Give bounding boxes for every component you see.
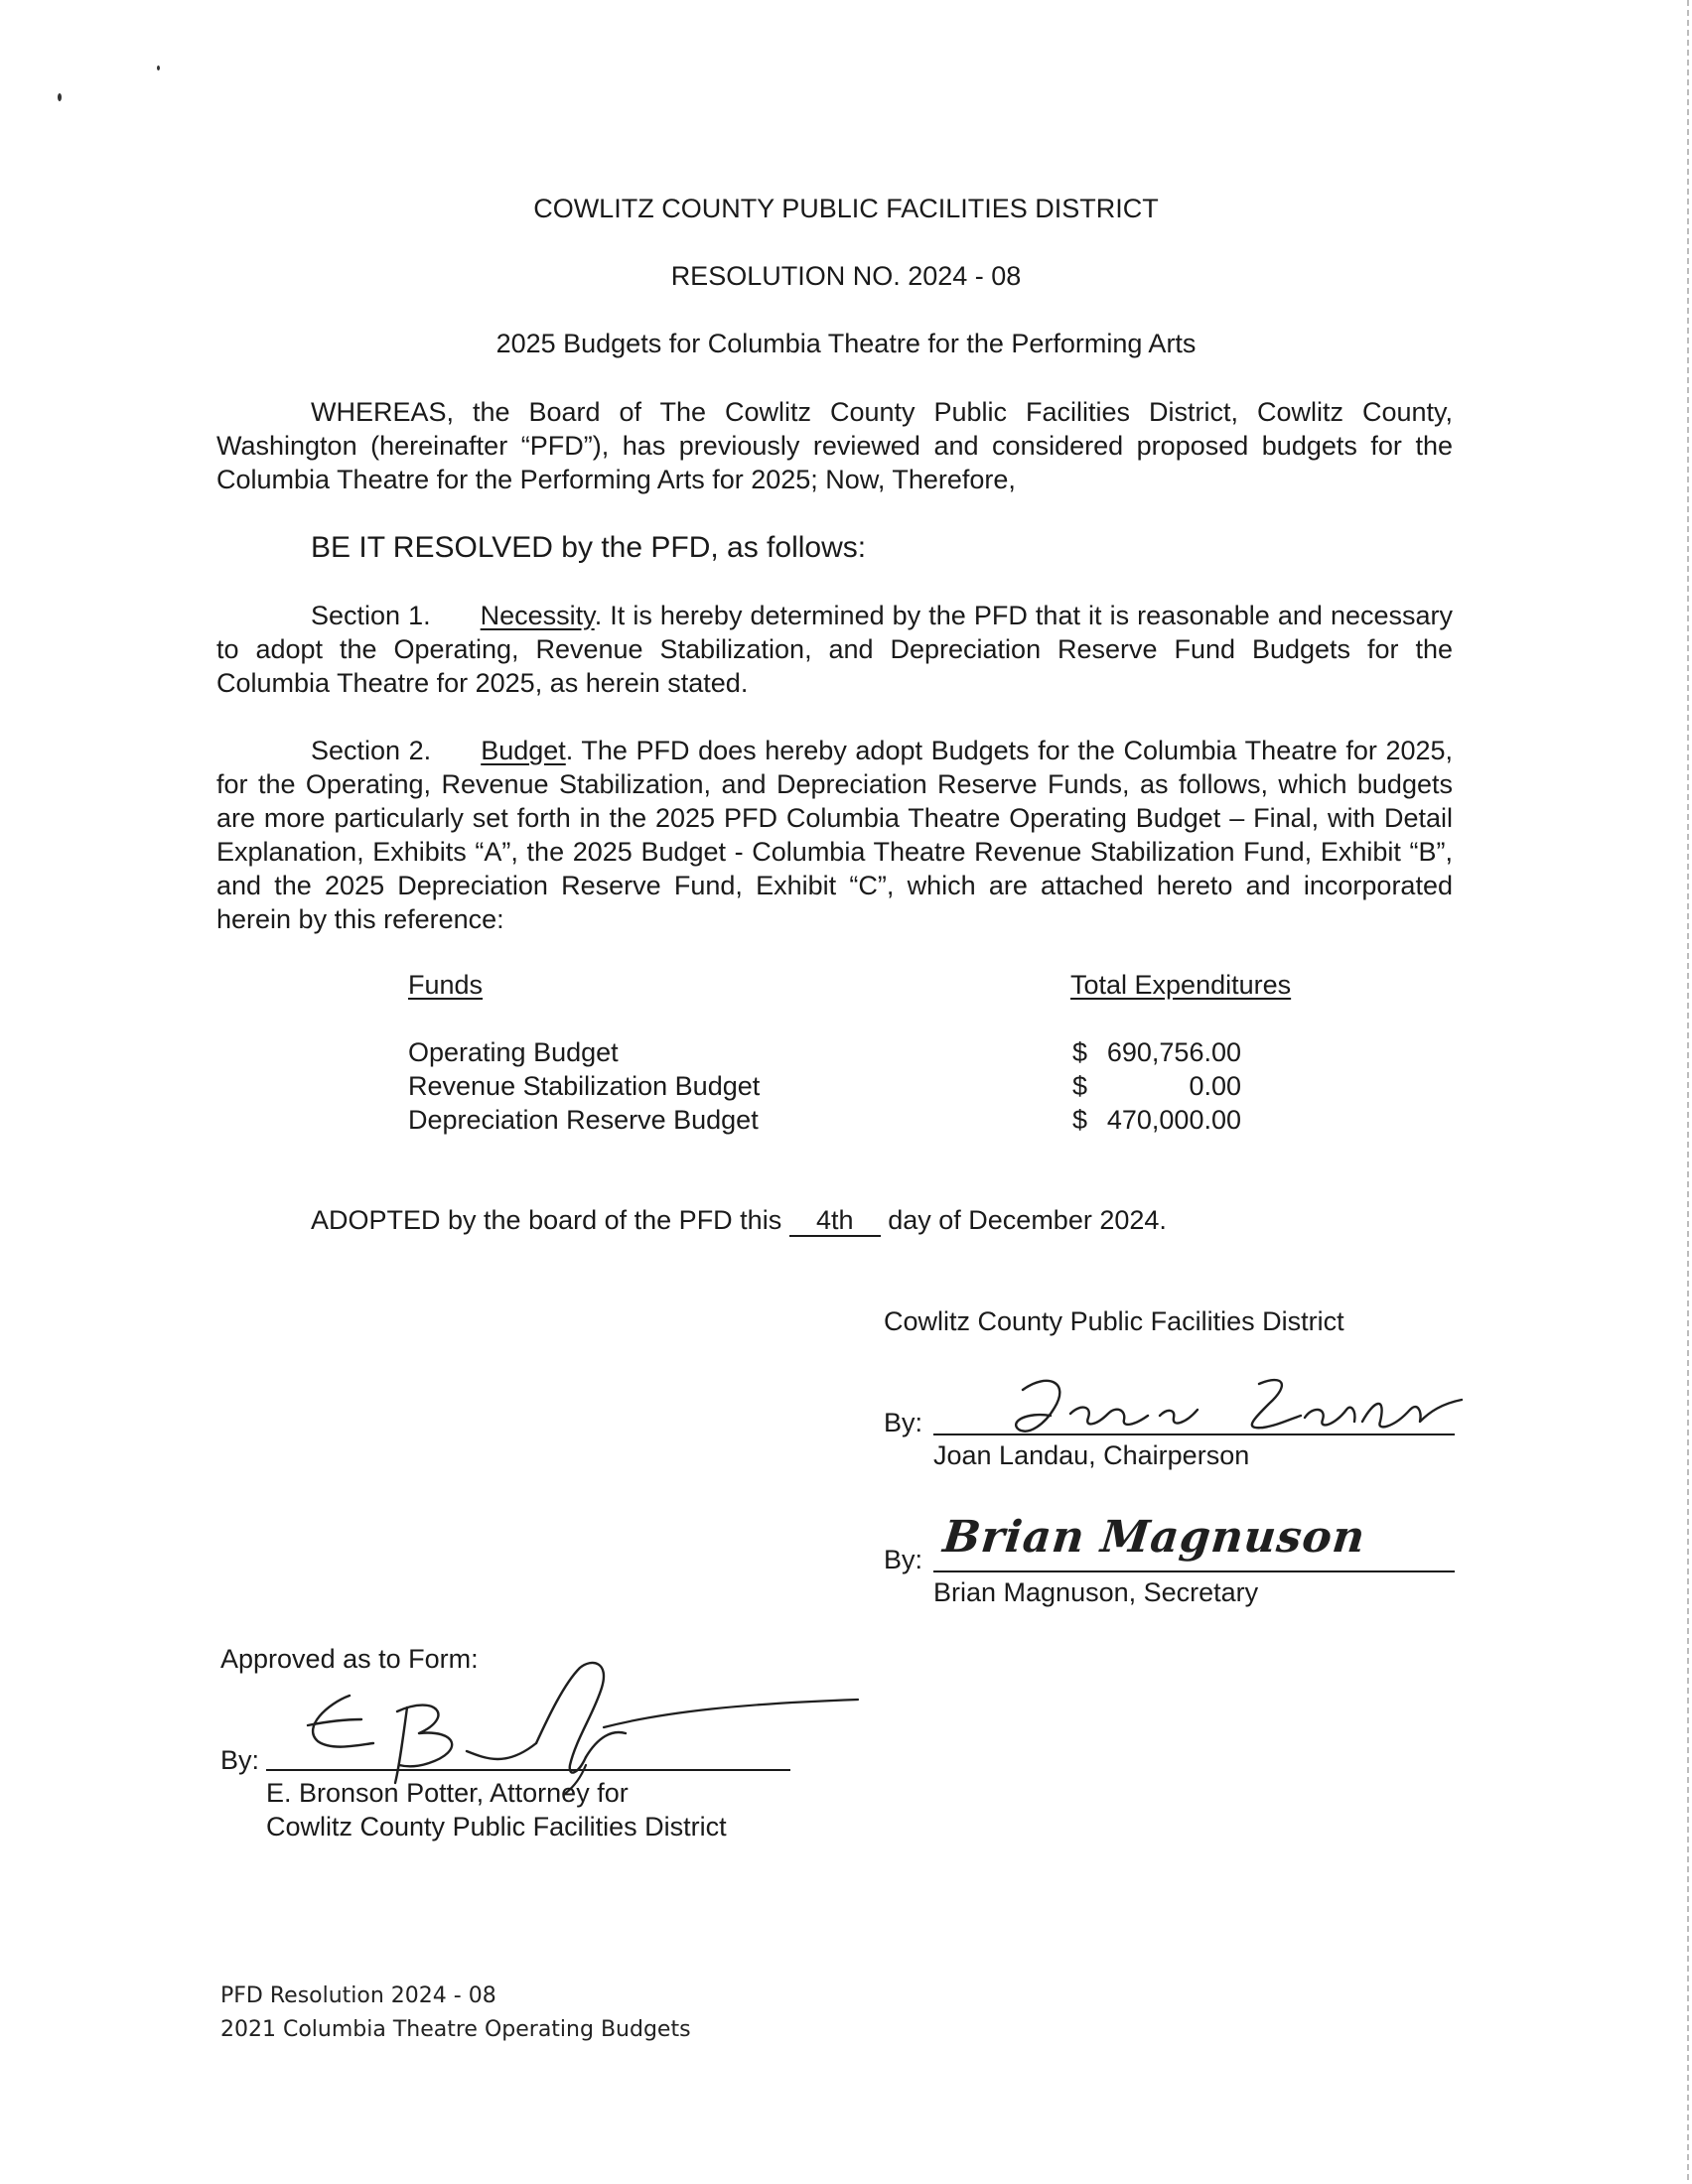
currency-symbol: $	[1072, 1105, 1088, 1135]
attorney-organization: Cowlitz County Public Facilities District	[266, 1812, 727, 1842]
section-2-text: . The PFD does hereby adopt Budgets for the Columbia Theatre for 2025, for the Operating, Revenue Stabilization, and Depreciation Reserve Funds, as follows, which budgets are more particularly set forth in the 2025 PFD Columbia Theatre Operating Budget – Final, with Detail Explanation, Exhibits “A”, the 2025 Budget - Columbia Theatre Revenue Stabilization Fund, Exhibit “B”, and the 2025 Depreciation Reserve Fund, Exhibit “C”, which are attached hereto and incorporated herein by this reference:	[216, 736, 1454, 934]
section-2-label: Section 2.	[311, 736, 432, 765]
section-1-label: Section 1.	[311, 601, 431, 630]
secretary-signature-line	[933, 1570, 1455, 1572]
funds-column-header: Funds	[408, 970, 484, 1000]
attorney-by-label: By:	[220, 1745, 260, 1775]
whereas-text: WHEREAS, the Board of The Cowlitz County Public Facilities District, Cowlitz County, Washington (hereinafter “PFD”), has previously reviewed and considered proposed budgets for the Columbia Theatre for the Performing Arts for 2025; Now, Therefore,	[216, 397, 1453, 494]
adopted-statement	[311, 1203, 1167, 1237]
section-2-heading: Budget	[481, 736, 566, 765]
adopted-prefix: ADOPTED by the board of the PFD this	[311, 1205, 782, 1235]
chair-name-title: Joan Landau, Chairperson	[933, 1440, 1250, 1470]
chair-signature-image	[993, 1370, 1480, 1449]
section-2-paragraph	[216, 734, 1453, 936]
secretary-signature-image: Brian Magnuson	[940, 1512, 1368, 1563]
amount-operating: 690,756.00	[1106, 1037, 1241, 1067]
amount-revenue-stabilization: 0.00	[1189, 1071, 1241, 1101]
resolution-subject: 2025 Budgets for Columbia Theatre for the Performing Arts	[495, 329, 1197, 358]
resolution-number: RESOLUTION NO. 2024 - 08	[670, 261, 1022, 291]
resolved-heading: BE IT RESOLVED by the PFD, as follows:	[311, 531, 867, 564]
section-1-text: . It is hereby determined by the PFD that it is reasonable and necessary to adopt the Operating, Revenue Stabilization, and Depreciation Reserve Fund Budgets for the Columbia Theatre for 2025, as herein stated.	[216, 601, 1454, 698]
secretary-name-title: Brian Magnuson, Secretary	[933, 1577, 1259, 1607]
adopted-suffix: day of December 2024.	[888, 1205, 1167, 1235]
fund-name-depreciation-reserve: Depreciation Reserve Budget	[408, 1105, 759, 1135]
section-1-paragraph	[216, 599, 1453, 700]
whereas-paragraph	[216, 395, 1453, 496]
amount-depreciation-reserve: 470,000.00	[1106, 1105, 1241, 1135]
fund-name-revenue-stabilization: Revenue Stabilization Budget	[408, 1071, 761, 1101]
scan-speck	[58, 93, 62, 101]
currency-symbol: $	[1072, 1071, 1088, 1101]
approved-as-to-form-label: Approved as to Form:	[220, 1644, 479, 1674]
attorney-name-title: E. Bronson Potter, Attorney for	[266, 1778, 629, 1808]
section-1-heading: Necessity	[480, 601, 595, 630]
secretary-by-label: By:	[884, 1545, 923, 1574]
scan-speck	[157, 66, 160, 70]
currency-symbol: $	[1072, 1037, 1088, 1067]
footer-resolution-ref: PFD Resolution 2024 - 08	[220, 1983, 496, 2008]
chair-by-label: By:	[884, 1408, 923, 1437]
total-expenditures-column-header: Total Expenditures	[1070, 970, 1292, 1000]
fund-name-operating: Operating Budget	[408, 1037, 619, 1067]
adopted-day: 4th	[789, 1205, 881, 1237]
footer-document-title: 2021 Columbia Theatre Operating Budgets	[220, 2017, 691, 2042]
signatory-organization: Cowlitz County Public Facilities District	[884, 1306, 1344, 1336]
organization-title: COWLITZ COUNTY PUBLIC FACILITIES DISTRICT	[533, 194, 1159, 223]
attorney-signature-image	[288, 1648, 864, 1797]
